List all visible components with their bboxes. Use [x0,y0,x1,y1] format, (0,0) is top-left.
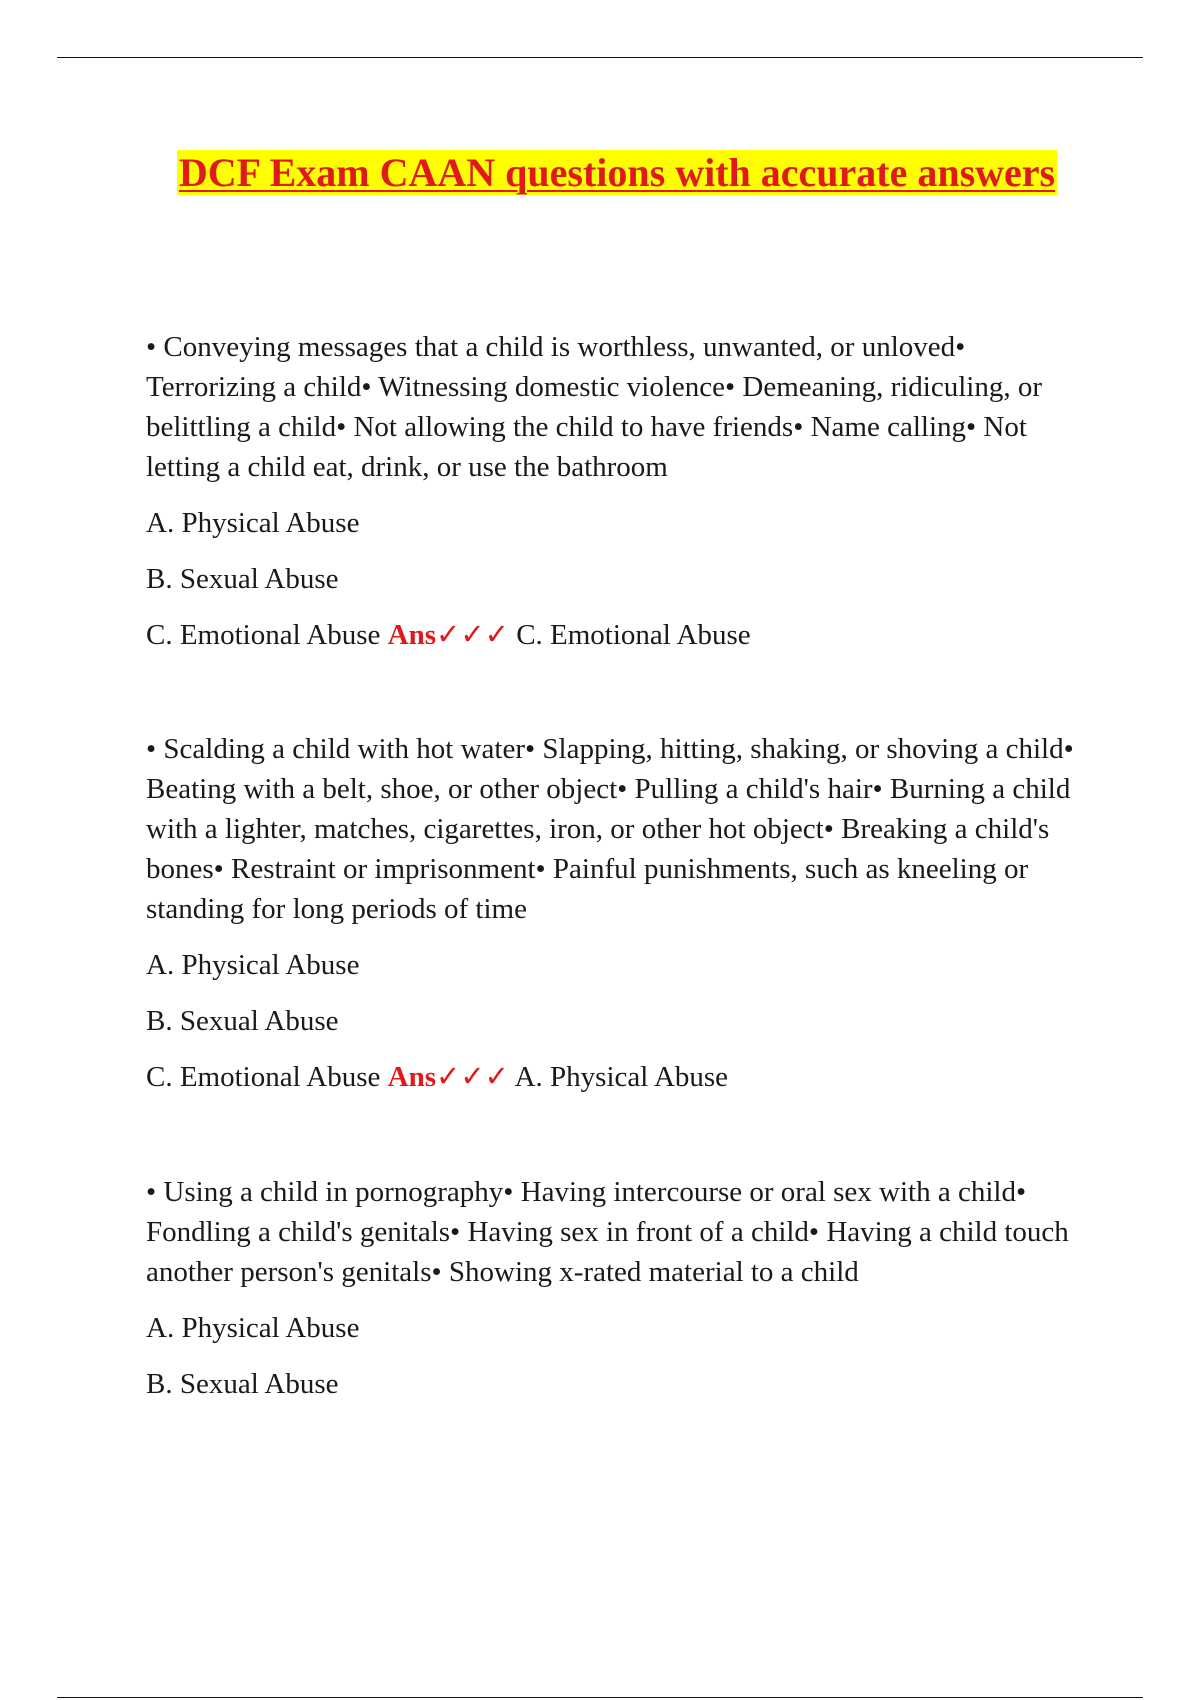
option-b: B. Sexual Abuse [146,1005,339,1037]
top-rule [57,57,1143,58]
option-c-with-answer [146,1057,1096,1097]
correct-answer: C. Emotional Abuse [516,619,751,651]
check-marks-icon: ✓✓✓ [436,1061,509,1093]
question-1 [146,327,1096,655]
option-a: A. Physical Abuse [146,507,360,539]
answer-label: Ans [387,619,437,651]
check-marks-icon: ✓✓✓ [436,619,509,651]
option-c: C. Emotional Abuse [146,1061,381,1093]
question-2 [146,729,1096,1097]
question-stem: • Using a child in pornography• Having intercourse or oral sex with a child• Fondling a child's genitals• Having sex in front of a child• Having a child touch another person's genitals• Showing x-rated material to a child [146,1176,1069,1288]
option-a: A. Physical Abuse [146,949,360,981]
option-b: B. Sexual Abuse [146,1368,339,1400]
question-3 [146,1172,1096,1404]
option-b: B. Sexual Abuse [146,563,339,595]
option-a: A. Physical Abuse [146,1312,360,1344]
correct-answer: A. Physical Abuse [514,1061,729,1093]
document-title [150,145,1084,201]
option-c: C. Emotional Abuse [146,619,381,651]
question-stem: • Conveying messages that a child is worthless, unwanted, or unloved• Terrorizing a child• Witnessing domestic violence• Demeaning, ridiculing, or belittling a child• Not allowing the child to have friends• Name calling• Not letting a child eat, drink, or use the bathroom [146,331,1042,483]
document-title-text: DCF Exam CAAN questions with accurate answers [178,150,1056,195]
option-c-with-answer [146,615,1096,655]
answer-label: Ans [387,1061,437,1093]
bottom-rule [57,1697,1143,1698]
question-stem: • Scalding a child with hot water• Slapping, hitting, shaking, or shoving a child• Beating with a belt, shoe, or other object• Pulling a child's hair• Burning a child with a lighter, matches, cigarettes, iron, or other hot object• Breaking a child's bones• Restraint or imprisonment• Painful punishments, such as kneeling or standing for long periods of time [146,733,1074,925]
